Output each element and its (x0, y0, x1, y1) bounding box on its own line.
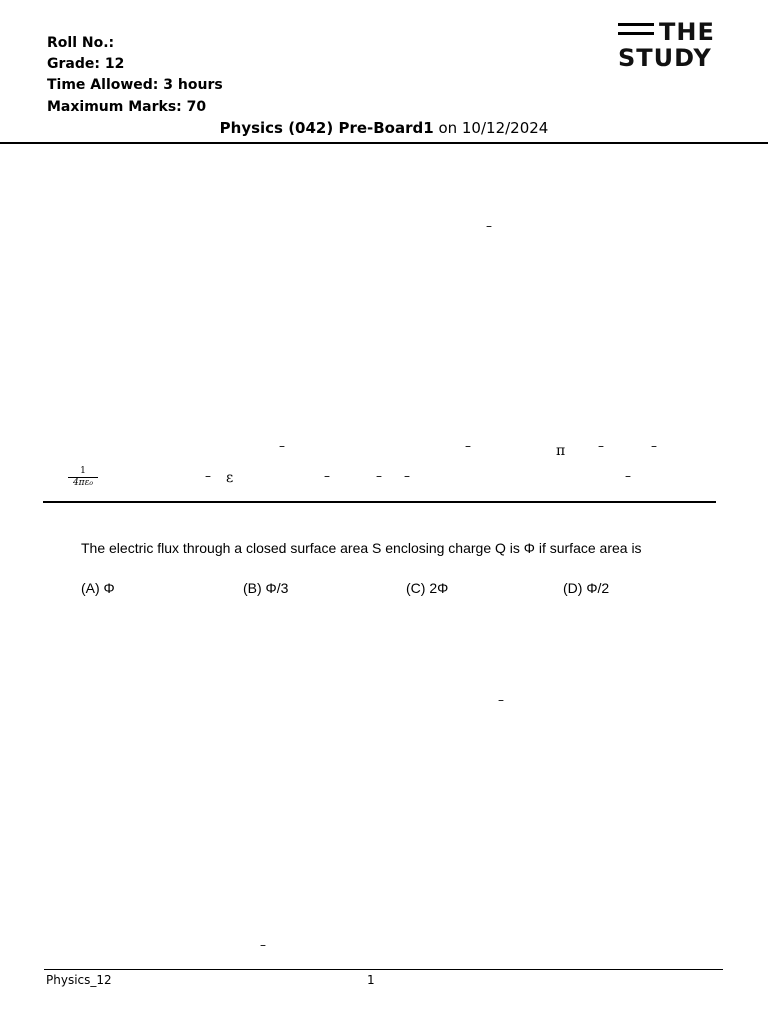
fraction-denominator: 4πε₀ (72, 478, 94, 488)
page-number: 1 (367, 973, 375, 987)
instruction-dash: – (404, 469, 410, 483)
instruction-dash: – (625, 469, 631, 483)
page-title (0, 119, 768, 137)
instruction-dash: – (324, 469, 330, 483)
footer-divider (44, 969, 723, 970)
instruction-dash: – (279, 439, 285, 453)
option-b: (B) Φ/3 (243, 580, 289, 596)
coulomb-constant-fraction (68, 466, 98, 489)
grade-label: Grade: 12 (47, 56, 125, 72)
time-allowed-label: Time Allowed: 3 hours (47, 77, 223, 93)
instruction-dash: – (598, 439, 604, 453)
footer-subject: Physics_12 (46, 973, 112, 987)
exam-title: Physics (042) Pre-Board1 (219, 119, 434, 137)
maximum-marks-label: Maximum Marks: 70 (47, 99, 207, 115)
pi-symbol: π (556, 443, 566, 459)
option-a: (A) Φ (81, 580, 115, 596)
instruction-dash: – (651, 439, 657, 453)
epsilon-symbol: ε (226, 470, 234, 486)
instruction-dash: – (498, 693, 504, 707)
fraction-numerator: 1 (68, 466, 98, 478)
instruction-dash: – (260, 938, 266, 952)
instruction-dash: – (465, 439, 471, 453)
exam-date: on 10/12/2024 (433, 119, 549, 137)
roll-number-label: Roll No.: (47, 35, 115, 51)
instruction-dash: – (376, 469, 382, 483)
instruction-dash: – (205, 469, 211, 483)
option-d: (D) Φ/2 (563, 580, 610, 596)
the-study-logo (618, 20, 726, 72)
logo-text-study: STUDY (618, 44, 712, 72)
question-text: The electric flux through a closed surface area S enclosing charge Q is Φ if surface area is (81, 540, 642, 556)
option-c: (C) 2Φ (406, 580, 449, 596)
instruction-dash: – (486, 219, 492, 233)
header-divider (0, 142, 768, 144)
logo-text-the: THE (659, 18, 715, 46)
section-divider (43, 501, 716, 503)
